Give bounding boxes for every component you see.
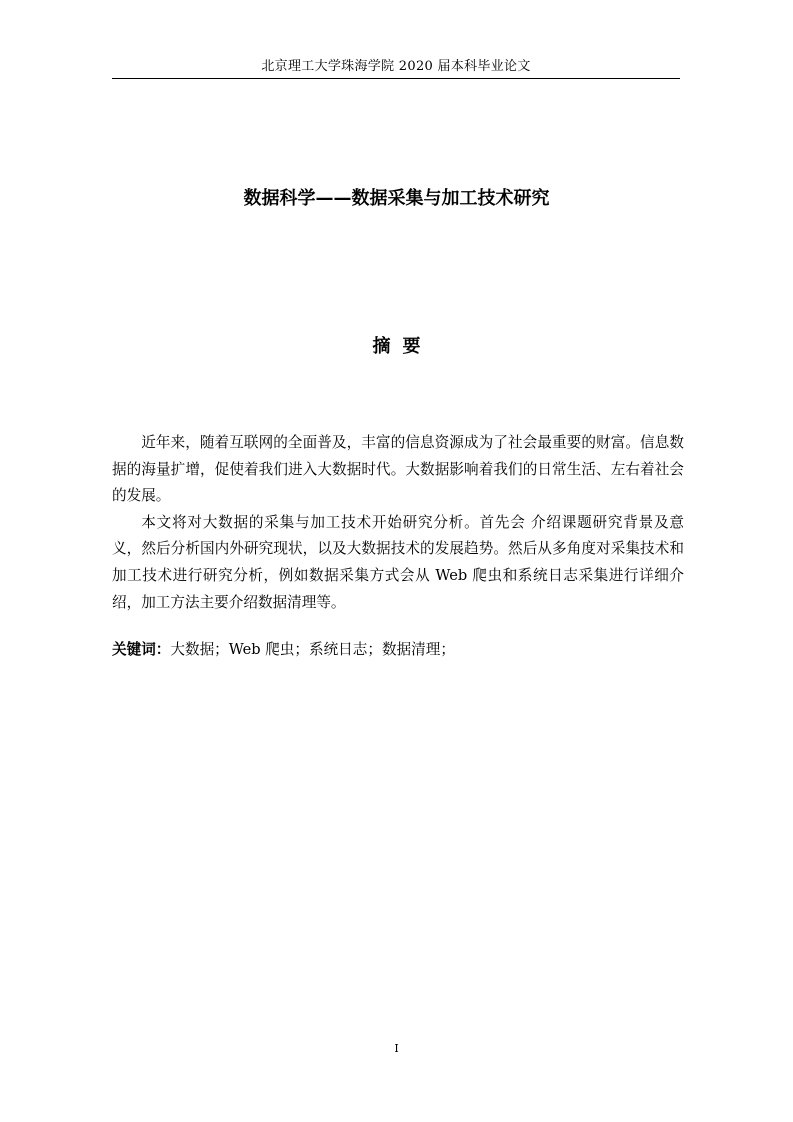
- keywords-line: [112, 639, 684, 661]
- page-number: I: [394, 1042, 399, 1055]
- keywords-text: 大数据；Web 爬虫；系统日志；数据清理；: [170, 641, 455, 658]
- abstract-body: [112, 430, 684, 616]
- running-header: 北京理工大学珠海学院 2020 届本科毕业论文: [261, 59, 531, 74]
- abstract-heading: 摘要: [372, 336, 433, 357]
- paper-title: 数据科学——数据采集与加工技术研究: [243, 188, 550, 209]
- header-rule: [112, 78, 680, 79]
- abstract-paragraph-1: 近年来，随着互联网的全面普及，丰富的信息资源成为了社会最重要的财富。信息数据的海量扩增，促使着我们进入大数据时代。大数据影响着我们的日常生活、左右着社会的发展。: [112, 434, 684, 505]
- keywords-label: 关键词：: [112, 641, 171, 658]
- abstract-paragraph-2: 本文将对大数据的采集与加工技术开始研究分析。首先会 介绍课题研究背景及意义，然后分析国内外研究现状，以及大数据技术的发展趋势。然后从多角度对采集技术和加工技术进行研究分析，例如数据采集方式会从 Web 爬虫和系统日志采集进行详细介绍，加工方法主要介绍数据清理等。: [112, 513, 684, 611]
